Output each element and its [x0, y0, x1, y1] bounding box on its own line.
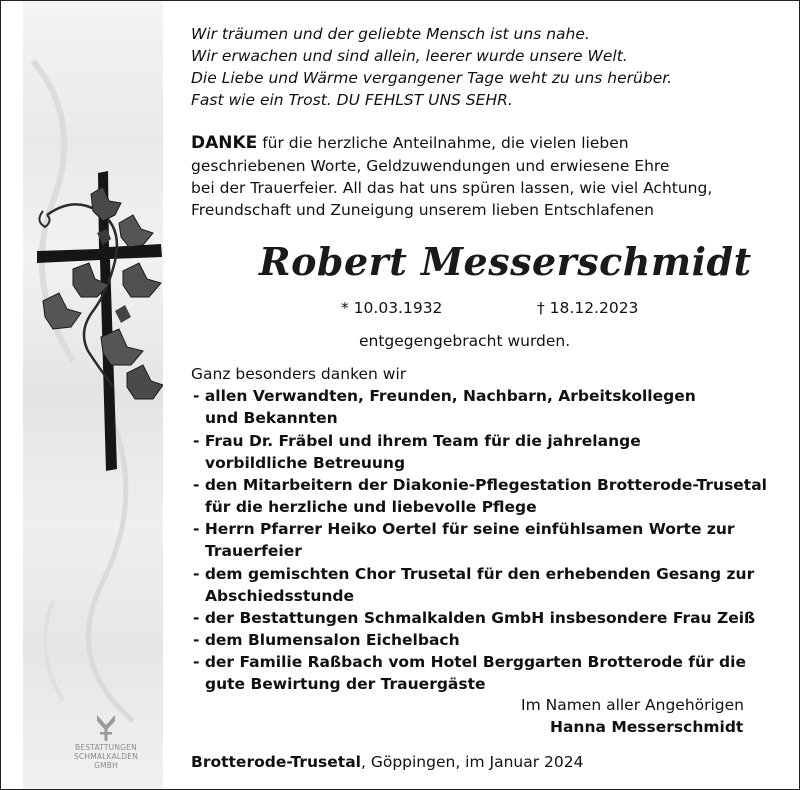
death-date: † 18.12.2023	[537, 299, 639, 317]
signatory-name: Hanna Messerschmidt	[550, 718, 744, 736]
cross-icon	[23, 1, 163, 790]
list-item: - dem Blumensalon Eichelbach	[193, 631, 460, 649]
list-item: - Frau Dr. Fräbel und ihrem Team für die jahrelange	[193, 432, 641, 450]
list-item: - der Familie Raßbach vom Hotel Berggarten Brotterode für die	[193, 653, 746, 671]
place-date-rest: , Göppingen, im Januar 2024	[360, 753, 584, 771]
logo-line-2: SCHMALKALDEN	[73, 752, 139, 761]
list-item: - den Mitarbeitern der Diakonie-Pflegestation Brotterode-Trusetal	[193, 476, 767, 494]
list-item-cont: gute Bewirtung der Trauergäste	[205, 675, 486, 693]
funeral-home-logo	[51, 713, 161, 770]
decorative-strip	[23, 1, 163, 790]
logo-line-1: BESTATTUNGEN	[75, 743, 137, 752]
poem-line: Fast wie ein Trost. DU FEHLST UNS SEHR.	[191, 91, 513, 109]
logo-line-3: GMBH	[94, 761, 118, 770]
list-item-cont: und Bekannten	[205, 409, 338, 427]
list-item-cont: Abschiedsstunde	[205, 587, 354, 605]
thanks-line-3: bei der Trauerfeier. All das hat uns spüren lassen, wie viel Achtung,	[191, 179, 713, 197]
received-line: entgegengebracht wurden.	[359, 332, 571, 350]
on-behalf-line: Im Namen aller Angehörigen	[521, 696, 745, 714]
place: Brotterode-Trusetal	[191, 753, 361, 771]
poem-line: Die Liebe und Wärme vergangener Tage weht zu uns herüber.	[191, 69, 673, 87]
list-item-cont: vorbildliche Betreuung	[205, 454, 406, 472]
list-item: - der Bestattungen Schmalkalden GmbH insbesondere Frau Zeiß	[193, 609, 756, 627]
thanks-line-2: geschriebenen Worte, Geldzuwendungen und erwiesene Ehre	[191, 157, 670, 175]
list-item-cont: für die herzliche und liebevolle Pflege	[205, 498, 537, 516]
funeral-home-logo-mark	[93, 713, 119, 743]
poem-line: Wir träumen und der geliebte Mensch ist uns nahe.	[191, 25, 590, 43]
place-date-line	[191, 753, 583, 771]
thanks-line-1-rest: für die herzliche Anteilnahme, die vielen lieben	[257, 134, 629, 152]
list-item-cont: Trauerfeier	[205, 542, 302, 560]
birth-date: * 10.03.1932	[341, 299, 443, 317]
list-item: - dem gemischten Chor Trusetal für den erhebenden Gesang zur	[193, 565, 755, 583]
list-item: - Herrn Pfarrer Heiko Oertel für seine einfühlsamen Worte zur	[193, 520, 735, 538]
thanks-keyword: DANKE	[191, 133, 258, 153]
thanks-line-4: Freundschaft und Zuneigung unserem lieben Entschlafenen	[191, 201, 654, 219]
thanks-line-1	[191, 133, 629, 153]
deceased-name: Robert Messerschmidt	[259, 239, 752, 284]
special-intro: Ganz besonders danken wir	[191, 365, 407, 383]
poem-line: Wir erwachen und sind allein, leerer wurde unsere Welt.	[191, 47, 628, 65]
list-item: - allen Verwandten, Freunden, Nachbarn, Arbeitskollegen	[193, 387, 696, 405]
